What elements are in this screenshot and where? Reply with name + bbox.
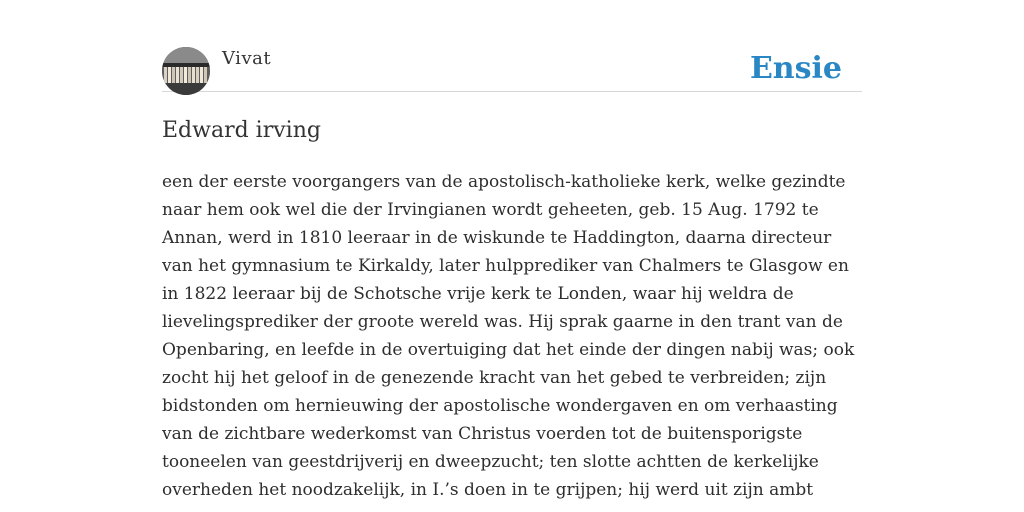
ensie-logo-link[interactable]: Ensie bbox=[749, 51, 842, 86]
header bbox=[162, 47, 862, 92]
author-name[interactable]: Vivat bbox=[222, 48, 272, 69]
author-avatar-icon[interactable] bbox=[162, 47, 210, 95]
avatar-image bbox=[162, 47, 210, 95]
entry-title: Edward irving bbox=[162, 118, 321, 143]
entry-body: een der eerste voorgangers van de apostolisch-katholieke kerk, welke gezindte naar hem ook wel die der Irvingianen wordt geheeten, geb. 15 Aug. 1792 te Annan, werd in 1810 leeraar in de wiskunde te Haddington, daarna directeur van het gymnasium te Kirkaldy, later hulpprediker van Chalmers te Glasgow en in 1822 leeraar bij de Schotsche vrije kerk te Londen, waar hij weldra de lievelingsprediker der groote wereld was. Hij sprak gaarne in den trant van de Openbaring, en leefde in de overtuiging dat het einde der dingen nabij was; ook zocht hij het geloof in de genezende kracht van het gebed te verbreiden; zijn bidstonden om hernieuwing der apostolische wondergaven en om verhaasting van de zichtbare wederkomst van Christus voerden tot de buitensporigste tooneelen van geestdrijverij en dweepzucht; ten slotte achtten de kerkelijke overheden het noodzakelijk, in I.’s doen in te grijpen; hij werd uit zijn ambt bbox=[162, 172, 855, 500]
